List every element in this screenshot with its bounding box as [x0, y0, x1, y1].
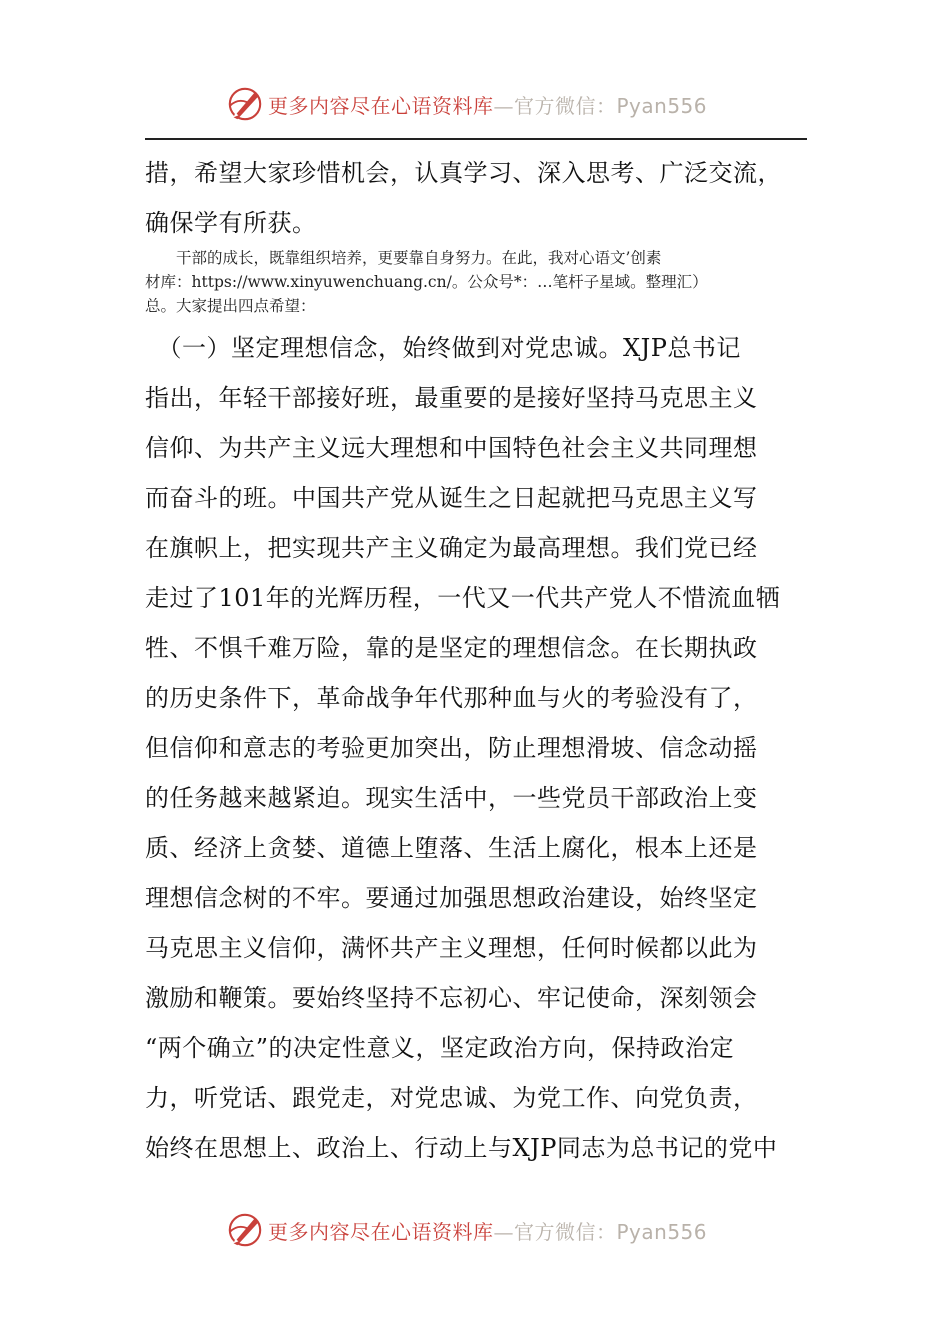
text-line: 质、经济上贪婪、道德上堕落、生活上腐化，根本上还是 [145, 834, 758, 862]
text-line: “两个确立”的决定性意义，坚定政治方向，保持政治定 [145, 1034, 735, 1062]
pen-logo-icon [226, 85, 264, 123]
text-line: （一）坚定理想信念，始终做到对党忠诚。XJP总书记 [145, 334, 741, 362]
text-line: 确保学有所获。 [145, 209, 317, 237]
text-line: 力，听党话、跟党走，对党忠诚、为党工作、向党负责， [145, 1084, 758, 1112]
text-line: 总。大家提出四点希望： [145, 297, 316, 315]
text-line: 理想信念树的不牢。要通过加强思想政治建设，始终坚定 [145, 884, 758, 912]
text-line: 干部的成长，既靠组织培养，更要靠自身努力。在此，我对心语文’创素 [145, 249, 662, 267]
text-line: 走过了101年的光辉历程，一代又一代共产党人不惜流血牺 [145, 584, 781, 612]
banner-red-text: 更多内容尽在心语资料库 [268, 93, 494, 118]
pen-logo-icon [226, 1211, 264, 1249]
text-line: 激励和鞭策。要始终坚持不忘初心、牢记使命，深刻领会 [145, 984, 758, 1012]
banner-gray-text: —官方微信： [493, 93, 617, 118]
paragraph-continued [145, 148, 805, 248]
text-line: 信仰、为共产主义远大理想和中国特色社会主义共同理想 [145, 434, 758, 462]
text-line: 始终在思想上、政治上、行动上与XJP同志为总书记的党中 [145, 1134, 778, 1162]
text-line: 马克思主义信仰，满怀共产主义理想，任何时候都以此为 [145, 934, 758, 962]
note-lines [145, 246, 807, 318]
banner-gray-text: —官方微信： [493, 1219, 617, 1244]
banner-red-text: 更多内容尽在心语资料库 [268, 1219, 494, 1244]
paragraph-1-lines [145, 148, 805, 248]
text-line: 而奋斗的班。中国共产党从诞生之日起就把马克思主义写 [145, 484, 758, 512]
text-line: 的历史条件下，革命战争年代那种血与火的考验没有了， [145, 684, 758, 712]
text-line: 牲、不惧千难万险，靠的是坚定的理想信念。在长期执政 [145, 634, 758, 662]
banner-text [268, 1216, 707, 1245]
banner-handle: Pyan556 [616, 1219, 708, 1244]
banner-handle: Pyan556 [616, 93, 708, 118]
text-line: 的任务越来越紧迫。现实生活中，一些党员干部政治上变 [145, 784, 758, 812]
text-line: 但信仰和意志的考验更加突出，防止理想滑坡、信念动摇 [145, 734, 758, 762]
header-rule [145, 138, 807, 140]
watermark-note [145, 246, 807, 318]
text-line: 指出，年轻干部接好班，最重要的是接好坚持马克思主义 [145, 384, 758, 412]
text-line: 措，希望大家珍惜机会，认真学习、深入思考、广泛交流， [145, 159, 782, 187]
banner-text [268, 90, 707, 119]
text-line: 材库：https://www.xinyuwenchuang.cn/。公众号*：…笔杆子星域。整理汇） [145, 273, 708, 291]
paragraph-2-lines [145, 323, 805, 1173]
footer-banner [226, 1208, 707, 1252]
text-line: 在旗帜上，把实现共产主义确定为最高理想。我们党已经 [145, 534, 758, 562]
paragraph-section-one [145, 323, 805, 1173]
header-banner [226, 82, 707, 126]
